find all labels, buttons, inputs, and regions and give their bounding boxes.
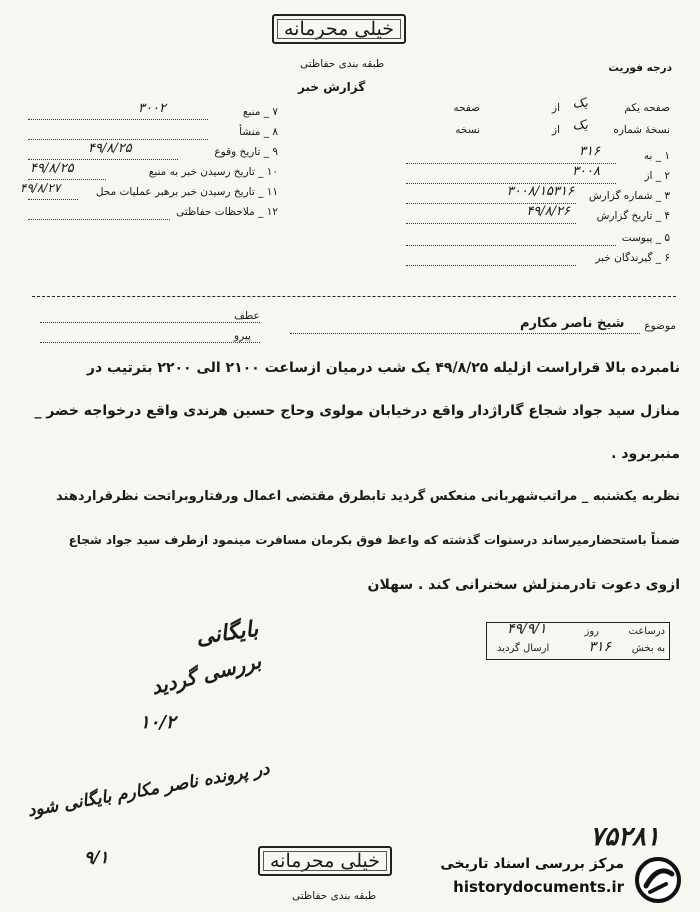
subject-label: موضوع [644,320,676,332]
field-date-to-source: ۱۰ _ تاریخ رسیدن خبر به منبع ۴۹/۸/۲۵ [30,161,278,178]
header-divider [32,296,676,297]
bottom-classification-label: طبقه بندی حفاظتی [292,890,377,902]
body-line-6: ازوی دعوت تادرمنزلش سخنرانی کند . سهلان [367,577,680,593]
top-confidential-stamp: خیلی محرمانه [272,14,406,44]
field-report-number: ۳ _ شماره گزارش ۳۰۰۸/۱۵۳۱۶ [406,190,670,206]
top-classification-label: طبقه بندی حفاظتی [300,58,385,70]
peyro-dots [40,342,260,343]
subject-value: شیخ ناصر مکارم [520,316,625,331]
body-line-3: منبربرود . [611,446,680,462]
receipt-section: ۳۱۶ [588,639,611,655]
body-line-2: منازل سید جواد شجاع گاراژدار واقع درخیابان مولوی وحاج حسین هرندی واقع درخواجه خضر _ [34,403,680,419]
field-occurrence-date: ۹ _ تاریخ وقوع ۴۹/۸/۲۵ [28,146,278,162]
handwritten-note-4: در پرونده ناصر مکارم بایگانی شود [26,758,271,822]
body-line-5: ضمناً باستحضارمیرساند درسنوات گذشته که واعظ فوق بکرمان مسافرت مینمود ازطرف سید جواد شجاع [68,533,680,547]
receipt-stamp: درساعت روز ۴۹/۹/۱ به بخش ۳۱۶ ارسال گردید [486,622,670,660]
field-occurrence-date-value: ۴۹/۸/۲۵ [88,141,132,156]
watermark-logo-icon [632,856,684,904]
field-report-date-value: ۴۹/۸/۲۶ [526,204,570,219]
field-date-to-operations: ۱۱ _ تاریخ رسیدن خبر برهبر عملیات محل ۴۹/۸/۲۷ [20,181,278,198]
watermark-url: historydocuments.ir [453,878,624,896]
field-from-value: ۳۰۰۸ [572,164,600,179]
receipt-date: ۴۹/۹/۱ [507,621,547,637]
handwritten-note-1: بایگانی [194,615,260,651]
watermark-title: مرکز بررسی اسناد تاریخی [440,856,624,872]
watermark [432,854,694,906]
atf-label: عطف [234,310,260,322]
bottom-confidential-stamp: خیلی محرمانه [258,846,392,876]
field-recipients: ۶ _ گیرندگان خبر [406,252,670,268]
body-line-1: نامبرده بالا قراراست ازلیله ۴۹/۸/۲۵ یک شب درمیان ازساعت ۲۱۰۰ الی ۲۲۰۰ بترتیب در [86,360,680,376]
field-report-number-value: ۳۰۰۸/۱۵۳۱۶ [506,184,574,199]
field-copy-number: نسخهٔ شماره از یک نسخه [455,118,670,136]
document-number: ۷۵۲۸۱ [590,822,660,852]
peyro-label: پیرو [234,330,251,342]
field-source: ۷ _ منبع ۳۰۰۲ [28,106,278,122]
field-security-notes: ۱۲ _ ملاحظات حفاظتی [28,206,278,222]
urgency-label: درجه فوریت [608,62,672,74]
field-from: ۲ _ از ۳۰۰۸ [406,170,670,186]
handwritten-note-3: ۱۰/۲ [140,712,176,733]
field-date-to-source-value: ۴۹/۸/۲۵ [30,161,74,176]
report-title: گزارش خبر [298,80,366,94]
field-to: ۱ _ به ۳۱۶ [406,150,670,166]
subject-dots [290,333,640,334]
field-source-value: ۳۰۰۲ [138,101,166,116]
field-date-to-operations-value: ۴۹/۸/۲۷ [20,181,61,195]
field-page: صفحه یکم از یک صفحه [453,96,670,114]
field-attachment: ۵ _ پیوست [406,232,670,248]
field-origin: ۸ _ منشأ [28,126,278,142]
handwritten-note-2: بررسی گردید [148,648,264,700]
field-to-value: ۳۱۶ [579,144,600,159]
handwritten-note-5: ۹/۱ [84,848,109,868]
field-report-date: ۴ _ تاریخ گزارش ۴۹/۸/۲۶ [406,210,670,226]
body-line-4: نظربه یکشنبه _ مراتب‌شهربانی منعکس گردید تابطرق مقتضی اعمال ورفتاروبراتحت نظرقراردهند [56,489,680,504]
atf-dots [40,322,260,323]
